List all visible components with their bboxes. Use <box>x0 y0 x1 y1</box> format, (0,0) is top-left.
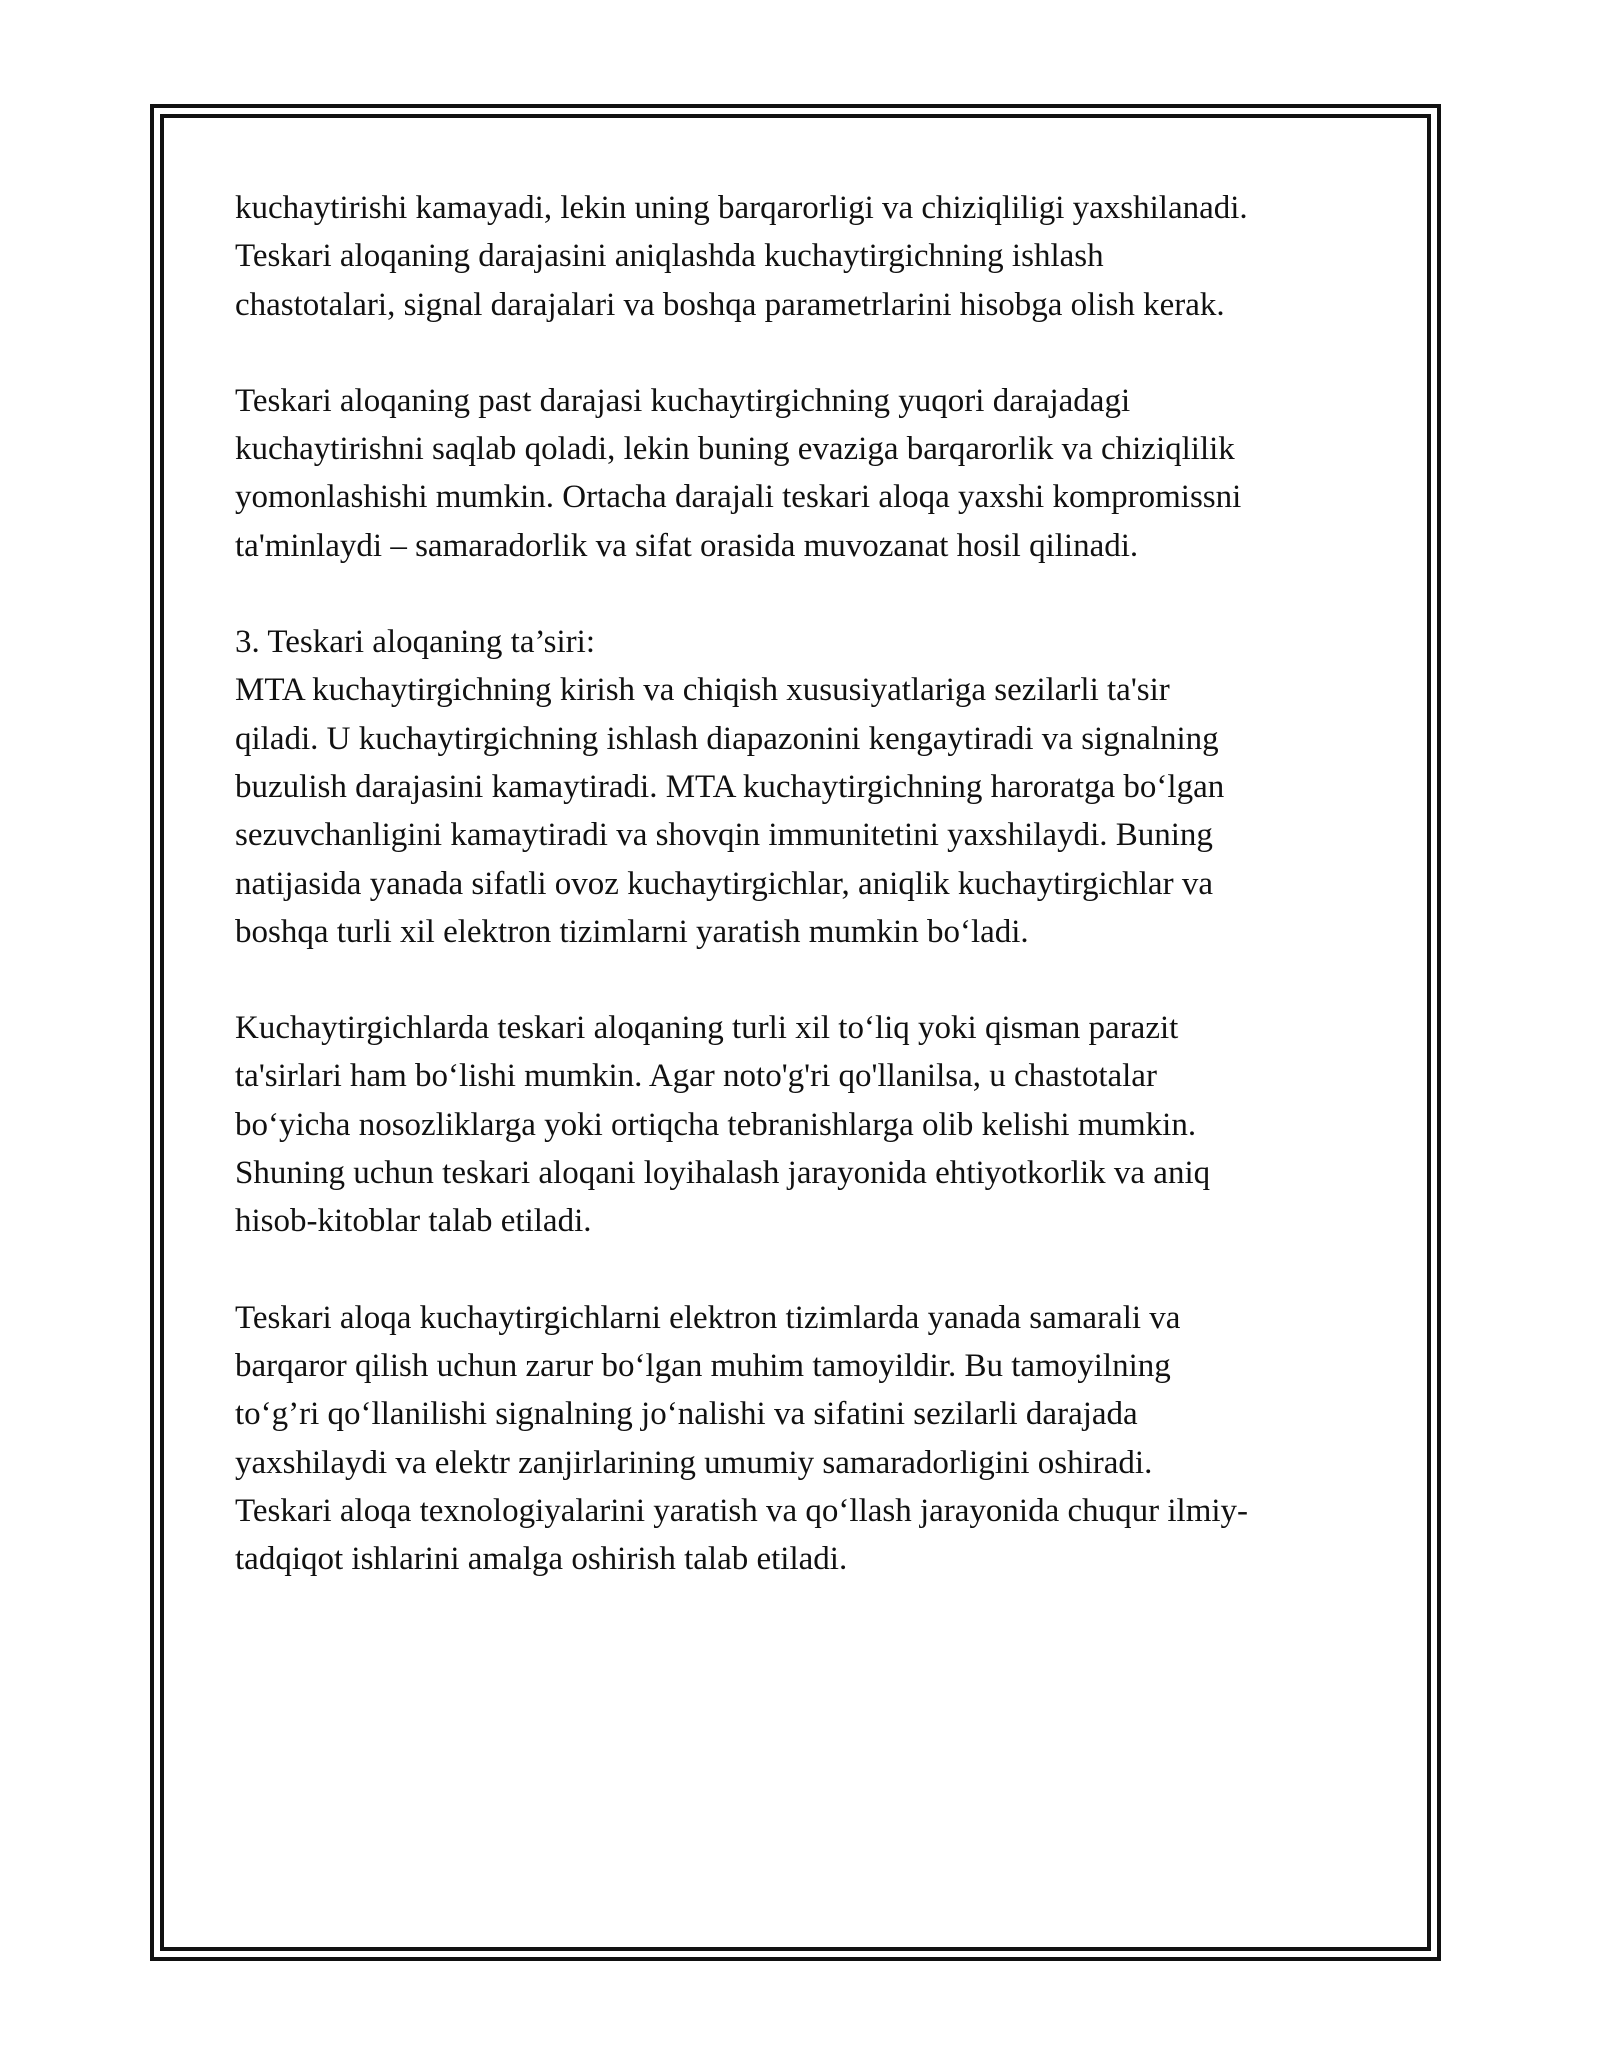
text-line: barqaror qilish uchun zarur bo‘lgan muhim tamoyildir. Bu tamoyilning <box>235 1347 1171 1384</box>
document-body <box>235 184 1370 1631</box>
paragraph-5 <box>235 1294 1370 1584</box>
text-line: MTA kuchaytirgichning kirish va chiqish xususiyatlariga sezilarli ta'sir <box>235 672 1170 709</box>
text-line: chastotalari, signal darajalari va boshqa parametrlarini hisobga olish kerak. <box>235 286 1225 323</box>
text-line: natijasida yanada sifatli ovoz kuchaytirgichlar, aniqlik kuchaytirgichlar va <box>235 865 1213 902</box>
paragraph-2 <box>235 377 1370 570</box>
text-line: boshqa turli xil elektron tizimlarni yaratish mumkin bo‘ladi. <box>235 913 1029 950</box>
text-line: Kuchaytirgichlarda teskari aloqaning turli xil to‘liq yoki qisman parazit <box>235 1010 1179 1047</box>
text-line: qiladi. U kuchaytirgichning ishlash diapazonini kengaytiradi va signalning <box>235 720 1219 757</box>
text-line: bo‘yicha nosozliklarga yoki ortiqcha tebranishlarga olib kelishi mumkin. <box>235 1106 1197 1143</box>
text-line: buzulish darajasini kamaytiradi. MTA kuchaytirgichning haroratga bo‘lgan <box>235 768 1225 805</box>
text-line: yaxshilaydi va elektr zanjirlarining umumiy samaradorligini oshiradi. <box>235 1444 1153 1481</box>
text-line: ta'minlaydi – samaradorlik va sifat orasida muvozanat hosil qilinadi. <box>235 527 1139 564</box>
text-line: Shuning uchun teskari aloqani loyihalash jarayonida ehtiyotkorlik va aniq <box>235 1155 1211 1192</box>
text-line: Teskari aloqa kuchaytirgichlarni elektron tizimlarda yanada samarali va <box>235 1299 1181 1336</box>
text-line: to‘g’ri qo‘llanilishi signalning jo‘nalishi va sifatini sezilarli darajada <box>235 1396 1138 1433</box>
text-line: Teskari aloqaning past darajasi kuchaytirgichning yuqori darajadagi <box>235 382 1131 419</box>
section-heading: 3. Teskari aloqaning ta’siri: <box>235 624 596 661</box>
paragraph-3 <box>235 618 1370 956</box>
paragraph-1 <box>235 184 1370 329</box>
paragraph-4 <box>235 1004 1370 1245</box>
text-line: Teskari aloqa texnologiyalarini yaratish va qo‘llash jarayonida chuqur ilmiy- <box>235 1492 1249 1529</box>
text-line: sezuvchanligini kamaytiradi va shovqin immunitetini yaxshilaydi. Buning <box>235 817 1213 854</box>
text-line: hisob-kitoblar talab etiladi. <box>235 1203 592 1240</box>
text-line: yomonlashishi mumkin. Ortacha darajali teskari aloqa yaxshi kompromissni <box>235 479 1242 516</box>
text-line: kuchaytirishni saqlab qoladi, lekin buning evaziga barqarorlik va chiziqlilik <box>235 431 1235 468</box>
text-line: ta'sirlari ham bo‘lishi mumkin. Agar noto'g'ri qo'llanilsa, u chastotalar <box>235 1058 1157 1095</box>
text-line: Teskari aloqaning darajasini aniqlashda kuchaytirgichning ishlash <box>235 238 1104 275</box>
text-line: kuchaytirishi kamayadi, lekin uning barqarorligi va chiziqliligi yaxshilanadi. <box>235 190 1248 226</box>
text-line: tadqiqot ishlarini amalga oshirish talab etiladi. <box>235 1541 848 1578</box>
